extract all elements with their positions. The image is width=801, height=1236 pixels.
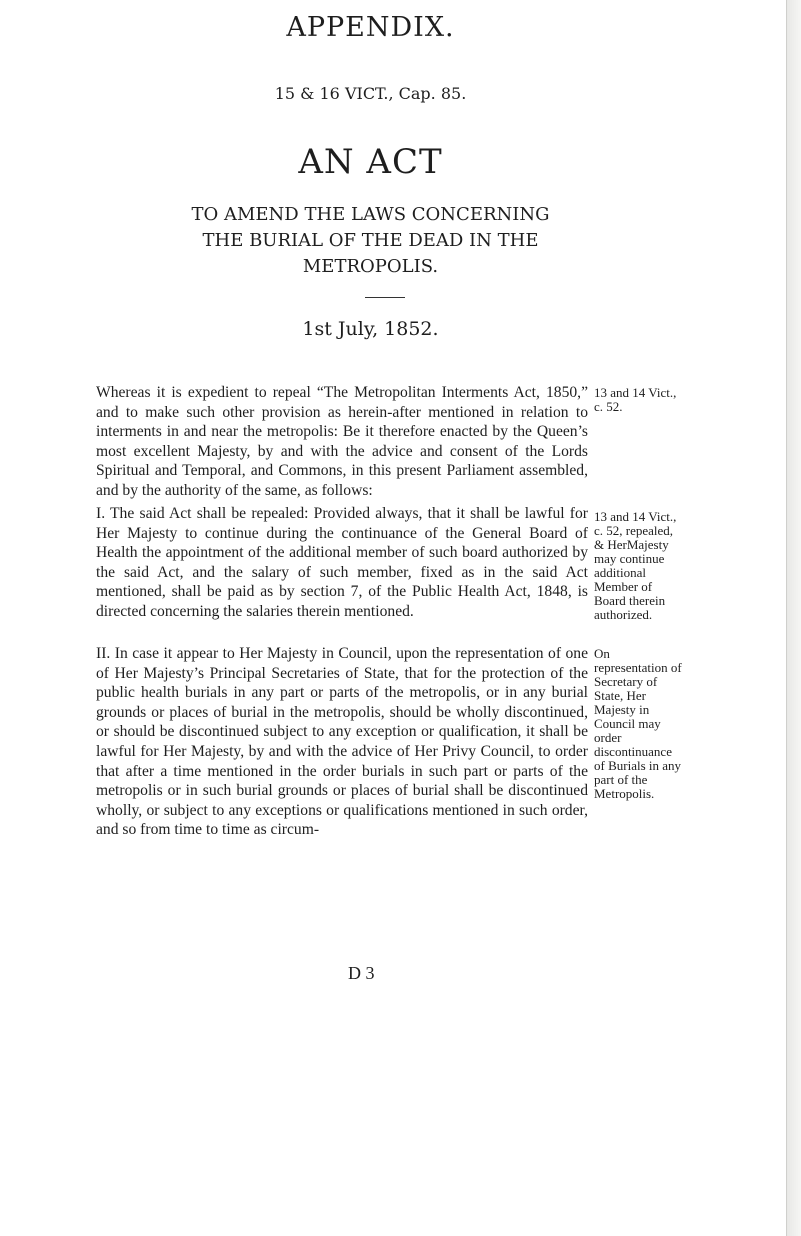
margin-note-section-1: 13 and 14 Vict., c. 52, repealed, & HerMajesty may continue additional Member of Board therein authorized. bbox=[594, 509, 677, 622]
act-subtitle bbox=[0, 202, 771, 280]
signature-mark: D 3 bbox=[348, 963, 375, 983]
act-date: 1st July, 1852. bbox=[302, 318, 439, 340]
act-title: AN ACT bbox=[298, 142, 443, 182]
preamble-paragraph: Whereas it is expedient to repeal “The Metropolitan Interments Act, 1850,” and to make such other provision as herein-after mentioned in relation to interments in and near the metropolis: Be it therefore enacted by the Queen’s most excellent Majesty, by and with the advice and consent of the Lords Spiritual and Temporal, and Commons, in this present Parliament assembled, and by the authority of the same, as follows: bbox=[96, 384, 588, 499]
margin-note-preamble: 13 and 14 Vict., c. 52. bbox=[594, 385, 677, 414]
section-2-paragraph: II. In case it appear to Her Majesty in Council, upon the representation of one of Her Majesty’s Principal Secretaries of State, that for the protection of the public health burials in any part or parts of the metropolis, or in any burial grounds or places of burial in the metropolis, should be wholly discontinued, or should be discontinued subject to any exception or qualification, it shall be lawful for Her Majesty, by and with the advice of Her Privy Council, to order that after a time mentioned in the order burials in such part or parts of the metropolis or in such burial grounds or places of burial shall be discontinued wholly, or subject to any exceptions or qualifications mentioned in such order, and so from time to time as circum- bbox=[96, 645, 588, 839]
section-1-paragraph: I. The said Act shall be repealed: Provided always, that it shall be lawful for Her Majesty to continue during the continuance of the General Board of Health the appointment of the additional member of such board authorized by the said Act, and the salary of such member, fixed as in the said Act mentioned, shall be paid as by section 7, of the Public Health Act, 1848, is directed concerning the salaries therein mentioned. bbox=[96, 505, 588, 620]
page-edge bbox=[786, 0, 801, 1236]
margin-note-section-2: On representation of Secretary of State, Her Majesty in Council may order discontinuance of Burials in any part of the Metropolis. bbox=[594, 646, 682, 801]
appendix-title: APPENDIX. bbox=[286, 12, 455, 43]
chapter-reference: 15 & 16 VICT., Cap. 85. bbox=[274, 84, 467, 103]
divider-rule bbox=[365, 297, 405, 298]
act-subtitle-text: TO AMEND THE LAWS CONCERNING THE BURIAL OF THE DEAD IN THE METROPOLIS. bbox=[191, 204, 550, 277]
